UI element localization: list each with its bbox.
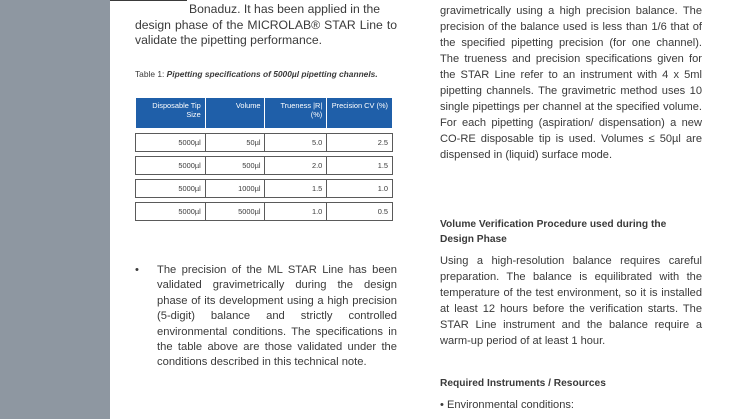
pipetting-spec-table xyxy=(135,97,393,221)
table-row xyxy=(136,180,393,198)
table-caption-prefix: Table 1: xyxy=(135,69,167,79)
verification-paragraph: Using a high-resolution balance requires careful preparation. The balance is equilibrated with the temperature of the test environment, so it is installed at least 12 hours before the verification starts. The STAR Line instrument and the balance require a warm-up period of at least 1 hour. xyxy=(440,255,702,347)
cell-tip-size: 5000µl xyxy=(136,203,206,221)
cell-trueness: 5.0 xyxy=(265,134,327,152)
bullet-dot: • xyxy=(135,264,139,276)
cell-precision: 0.5 xyxy=(327,203,393,221)
header-precision: Precision CV (%) xyxy=(327,98,393,129)
table-caption-title: Pipetting specifications of 5000µl pipetting channels. xyxy=(166,69,378,79)
intro-paragraph xyxy=(135,2,397,49)
header-volume: Volume xyxy=(205,98,265,129)
cell-precision: 2.5 xyxy=(327,134,393,152)
table-header-row xyxy=(136,98,393,129)
table-row xyxy=(136,134,393,152)
cell-tip-size: 5000µl xyxy=(136,157,206,175)
section-heading-instruments: Required Instruments / Resources xyxy=(440,378,606,389)
bullet-text: The precision of the ML STAR Line has been validated gravimetrically during the design phase of its development using a high precision (5-digit) balance and strictly controlled environmental conditions. The specifications in the table above are those validated under the conditions described in this technical note. xyxy=(157,264,397,369)
page-margin-sidebar xyxy=(0,0,110,419)
table-row xyxy=(136,157,393,175)
bullet-item xyxy=(135,263,397,371)
cell-volume: 50µl xyxy=(205,134,265,152)
intro-line-rest: design phase of the MICROLAB® STAR Line to validate the pipetting performance. xyxy=(135,17,397,47)
table-row xyxy=(136,203,393,221)
table-caption xyxy=(135,69,397,79)
header-trueness: Trueness |R| (%) xyxy=(265,98,327,129)
section-heading-verification: Volume Verification Procedure used during the Design Phase xyxy=(440,219,667,245)
cell-precision: 1.0 xyxy=(327,180,393,198)
cell-tip-size: 5000µl xyxy=(136,134,206,152)
top-rule xyxy=(110,0,187,1)
cell-volume: 1000µl xyxy=(205,180,265,198)
list-item: • Environmental conditions: xyxy=(440,399,574,411)
cell-trueness: 1.5 xyxy=(265,180,327,198)
header-tip-size: Disposable Tip Size xyxy=(136,98,206,129)
cell-trueness: 2.0 xyxy=(265,157,327,175)
method-paragraph: gravimetrically using a high precision balance. The precision of the balance used is less than 1/6 that of the specified pipetting precision (for one channel). The trueness and precision specifications given for the STAR Line refer to an instrument with 4 x 5ml pipetting channels. The gravimetric method uses 10 single pipettings per channel at the specified volume. For each pipetting (aspiration/ dispensation) a new CO-RE disposable tip is used. Volumes ≤ 50µl are dispensed in (liquid) surface mode. xyxy=(440,5,702,161)
cell-trueness: 1.0 xyxy=(265,203,327,221)
intro-line-1: Bonaduz. It has been applied in the xyxy=(189,2,381,16)
cell-tip-size: 5000µl xyxy=(136,180,206,198)
cell-volume: 5000µl xyxy=(205,203,265,221)
cell-volume: 500µl xyxy=(205,157,265,175)
cell-precision: 1.5 xyxy=(327,157,393,175)
